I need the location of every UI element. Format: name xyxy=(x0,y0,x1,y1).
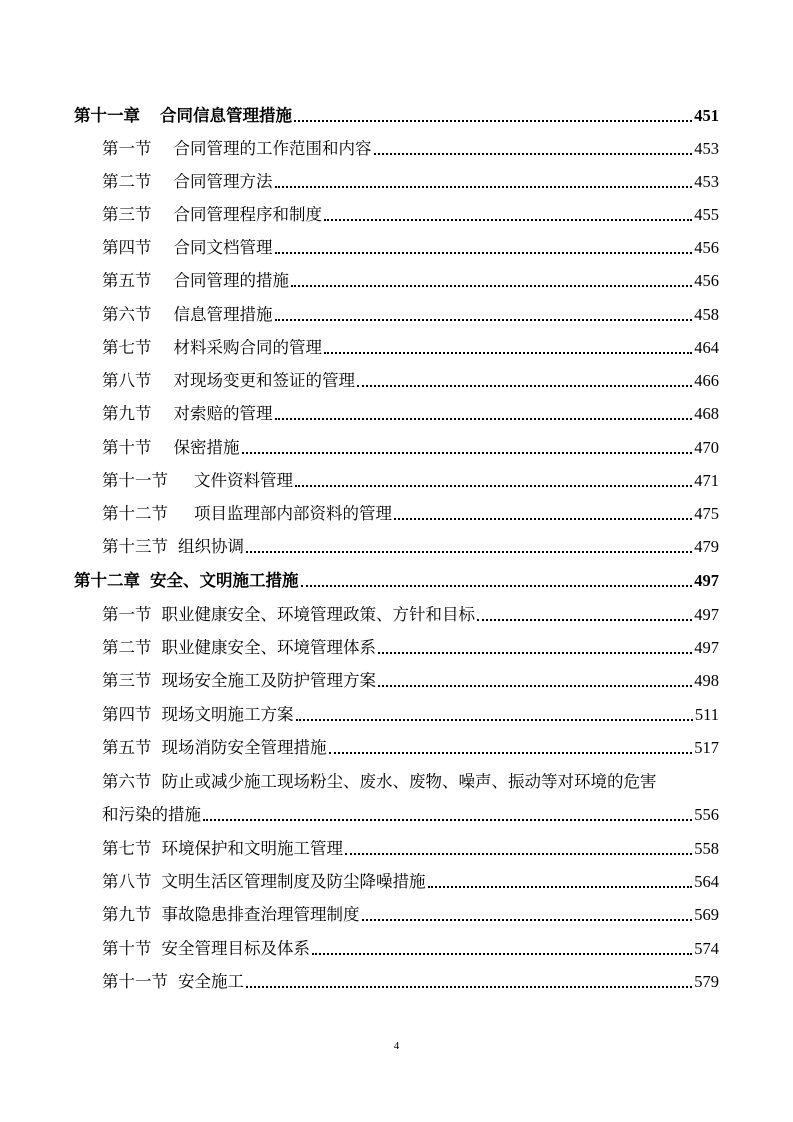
section-label: 第一节 xyxy=(102,605,152,624)
dot-leader xyxy=(275,185,693,188)
toc-entry[interactable] xyxy=(102,469,719,493)
dot-leader xyxy=(275,318,693,321)
section-page-number: 468 xyxy=(694,404,719,423)
section-page-number: 558 xyxy=(694,839,719,858)
section-title: 对现场变更和签证的管理 xyxy=(173,371,355,390)
chapter-label: 第十二章 xyxy=(74,571,140,590)
dot-leader xyxy=(242,451,693,454)
dot-leader xyxy=(378,651,692,654)
chapter-title: 合同信息管理措施 xyxy=(160,106,292,125)
section-title: 现场消防安全管理措施 xyxy=(161,738,327,757)
dot-leader xyxy=(362,918,693,921)
section-label: 第七节 xyxy=(102,338,152,357)
dot-leader xyxy=(428,885,693,888)
section-title: 材料采购合同的管理 xyxy=(173,338,322,357)
chapter-page-number: 497 xyxy=(694,571,719,590)
section-title: 合同管理的措施 xyxy=(173,271,289,290)
section-label: 第三节 xyxy=(102,205,152,224)
section-title: 安全管理目标及体系 xyxy=(161,939,310,958)
dot-leader xyxy=(374,152,693,155)
section-title: 职业健康安全、环境管理政策、方针和目标 xyxy=(161,605,475,624)
toc-entry[interactable] xyxy=(102,870,719,894)
dot-leader xyxy=(312,952,692,955)
section-page-number: 456 xyxy=(694,271,719,290)
section-label: 第三节 xyxy=(102,671,152,690)
section-page-number: 456 xyxy=(694,238,719,257)
section-page-number: 475 xyxy=(694,504,719,523)
section-page-number: 564 xyxy=(694,872,719,891)
toc-entry[interactable] xyxy=(102,636,719,660)
section-page-number: 479 xyxy=(694,537,719,556)
section-page-number: 556 xyxy=(694,805,719,824)
section-label: 第八节 xyxy=(102,872,152,891)
section-title: 合同管理的工作范围和内容 xyxy=(173,139,372,158)
toc-entry[interactable] xyxy=(102,303,719,327)
toc-entry[interactable] xyxy=(102,203,719,227)
section-title: 文明生活区管理制度及防尘降噪措施 xyxy=(161,872,426,891)
section-label: 第四节 xyxy=(102,705,152,724)
dot-leader xyxy=(357,384,692,387)
dot-leader xyxy=(246,550,692,553)
toc-entry[interactable] xyxy=(102,336,719,360)
toc-entry[interactable] xyxy=(102,170,719,194)
dot-leader xyxy=(477,618,692,621)
section-page-number: 511 xyxy=(694,705,719,724)
toc-entry[interactable] xyxy=(102,369,719,393)
section-label: 第十一节 xyxy=(102,972,168,991)
section-title: 文件资料管理 xyxy=(194,471,293,490)
dot-leader xyxy=(329,751,693,754)
section-title-line-1: 防止或减少施工现场粉尘、废水、废物、噪声、振动等对环境的危害 xyxy=(161,772,657,791)
chapter-label: 第十一章 xyxy=(74,106,140,125)
toc-entry[interactable] xyxy=(102,736,719,760)
section-label: 第四节 xyxy=(102,238,152,257)
dot-leader xyxy=(324,218,692,221)
dot-leader xyxy=(301,584,693,587)
dot-leader xyxy=(291,284,692,287)
toc-entry[interactable] xyxy=(102,137,719,161)
section-label: 第八节 xyxy=(102,371,152,390)
section-page-number: 455 xyxy=(694,205,719,224)
section-label: 第十二节 xyxy=(102,504,168,523)
toc-entry[interactable] xyxy=(102,703,719,727)
dot-leader xyxy=(246,985,692,988)
section-label: 第九节 xyxy=(102,905,152,924)
section-page-number: 458 xyxy=(694,305,719,324)
section-title: 信息管理措施 xyxy=(173,305,273,324)
section-title-line-2: 和污染的措施 xyxy=(102,805,201,824)
toc-entry[interactable] xyxy=(102,236,719,260)
toc-entry[interactable] xyxy=(102,502,719,526)
page-number: 4 xyxy=(393,1040,400,1052)
section-page-number: 497 xyxy=(694,605,719,624)
dot-leader xyxy=(296,718,693,721)
section-title: 现场安全施工及防护管理方案 xyxy=(161,671,376,690)
toc-entry[interactable] xyxy=(102,436,719,460)
section-page-number: 453 xyxy=(694,139,719,158)
dot-leader xyxy=(275,251,693,254)
section-title: 职业健康安全、环境管理体系 xyxy=(161,638,376,657)
section-page-number: 464 xyxy=(694,338,719,357)
toc-entry[interactable] xyxy=(102,970,719,994)
toc-entry[interactable] xyxy=(102,402,719,426)
section-page-number: 517 xyxy=(694,738,719,757)
section-label: 第十一节 xyxy=(102,471,168,490)
toc-entry-wrapped-line-2[interactable] xyxy=(102,803,719,827)
section-title: 项目监理部内部资料的管理 xyxy=(194,504,392,523)
dot-leader xyxy=(203,818,692,821)
section-title: 组织协调 xyxy=(178,537,244,556)
dot-leader xyxy=(394,517,692,520)
section-label: 第九节 xyxy=(102,404,152,423)
dot-leader xyxy=(378,684,692,687)
section-title: 合同管理程序和制度 xyxy=(173,205,322,224)
section-page-number: 466 xyxy=(694,371,719,390)
section-label: 第二节 xyxy=(102,638,152,657)
section-label: 第二节 xyxy=(102,172,152,191)
chapter-title: 安全、文明施工措施 xyxy=(150,571,299,590)
section-page-number: 498 xyxy=(694,671,719,690)
section-label: 第十节 xyxy=(102,438,152,457)
dot-leader xyxy=(294,119,692,122)
section-page-number: 574 xyxy=(694,939,719,958)
section-title: 保密措施 xyxy=(173,438,240,457)
toc-entry[interactable] xyxy=(102,269,719,293)
toc-entry[interactable] xyxy=(102,837,719,861)
toc-entry[interactable] xyxy=(102,903,719,927)
section-page-number: 453 xyxy=(694,172,719,191)
section-label: 第五节 xyxy=(102,738,152,757)
section-label: 第七节 xyxy=(102,839,152,858)
section-label: 第六节 xyxy=(102,305,152,324)
section-page-number: 471 xyxy=(694,471,719,490)
toc-chapter-12[interactable] xyxy=(74,569,719,593)
section-title: 环境保护和文明施工管理 xyxy=(161,839,343,858)
toc-entry[interactable] xyxy=(102,603,719,627)
section-title: 对索赔的管理 xyxy=(173,404,273,423)
section-label: 第十节 xyxy=(102,939,152,958)
section-page-number: 470 xyxy=(694,438,719,457)
section-title: 合同管理方法 xyxy=(173,172,273,191)
dot-leader xyxy=(295,484,692,487)
toc-chapter-11[interactable] xyxy=(74,104,719,128)
dot-leader xyxy=(275,417,693,420)
dot-leader xyxy=(345,852,692,855)
toc-entry[interactable] xyxy=(102,937,719,961)
dot-leader xyxy=(324,351,692,354)
section-title: 事故隐患排查治理管理制度 xyxy=(161,905,360,924)
section-title: 安全施工 xyxy=(178,972,244,991)
toc-entry[interactable] xyxy=(102,669,719,693)
section-label: 第六节 xyxy=(102,772,152,791)
section-page-number: 569 xyxy=(694,905,719,924)
section-page-number: 497 xyxy=(694,638,719,657)
section-title: 合同文档管理 xyxy=(173,238,273,257)
section-page-number: 579 xyxy=(694,972,719,991)
section-label: 第五节 xyxy=(102,271,152,290)
toc-entry[interactable] xyxy=(102,535,719,559)
section-label: 第一节 xyxy=(102,139,152,158)
chapter-page-number: 451 xyxy=(694,106,719,125)
toc-entry-wrapped-line-1[interactable] xyxy=(102,770,719,794)
section-title: 现场文明施工方案 xyxy=(161,705,294,724)
section-label: 第十三节 xyxy=(102,537,168,556)
